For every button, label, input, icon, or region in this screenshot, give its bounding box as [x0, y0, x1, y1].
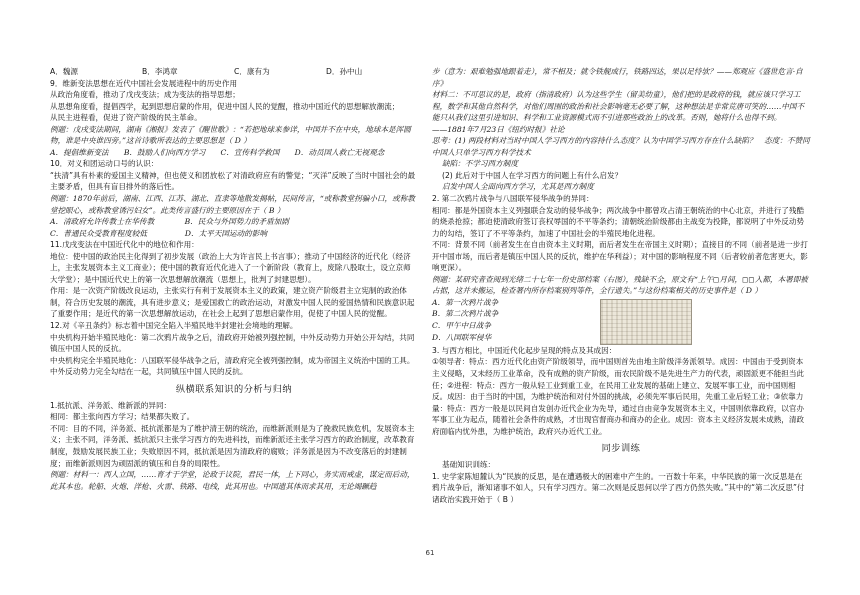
q8-choice-a: A．魏源	[50, 67, 78, 76]
left-text-block-2	[50, 400, 418, 492]
text-line: 例题：1870年前后，湖南、江西、江苏、湖北、直隶等地散发揭帖，民间传言，“或称教堂拐骗小口，或称教堂挖眼心，或称教堂诱污妇女”。此类传言盛行的主要原因在于（ B ）	[50, 194, 415, 215]
text-line: 相同：都是外国资本主义列强联合发动的侵华战争；两次战争中都曾攻占清王朝统治的中心北京，并进行了残酷的烧杀抢掠；都迫使清政府签订丧权辱国的不平等条约；清朝统治阶级都由主战变为投降，都说明了中外反动势力的勾结，签订了不平等条约，加速了中国社会的半殖民地化进程。	[432, 205, 805, 238]
q8-choices	[50, 66, 418, 78]
text-line: 相同：都主张向西方学习；结果都失败了。	[50, 412, 195, 422]
text-line: 作用：是一次资产阶级改良运动，主张实行有利于发展资本主义的政策，建立资产阶级君主立宪制的政治体制，符合历史发展的潮流，具有进步意义；是爱国救亡的政治运动，对激发中国人民的爱国热情和民族意识起了重要作用；是近代的第一次思想解放运动，在社会上起到了思想启蒙作用，促使了中国人民的觉醒。	[50, 286, 415, 319]
right-text-block	[432, 66, 839, 297]
text-line: 启发中国人全面向西方学习，尤其是西方制度	[442, 182, 594, 192]
archive-option-a: A．第一次鸦片战争	[432, 297, 499, 307]
text-line: 中央机构完全半殖民地化：八国联军侵华战争之后，清政府完全被列强控制，成为帝国主义统治中国的工具。中外反动势力完全勾结在一起，共同镇压中国人民的反抗。	[50, 355, 415, 377]
text-line: 1. 史学家陈旭麓认为“民族的反思，是在遭遇极大的困难中产生的。一百数十年来，中华民族的第一次反思是在鸦片战争后，渐知诸事不如人，只有学习西方。第二次则是反思何以学了西方仍然失败。”其中的“第二次反思”付诸政治实践开始于（ B ）	[432, 471, 805, 504]
text-line: 例题：戊戌变法期间，湖南《湘报》发表了《醒世歌》：“若把地球来参详，中国并不在中央，地球本是浑圆物，谁是中央谁四旁。”这首诗歌所表达的主要思想是（ D ）	[50, 124, 411, 146]
text-line: 地位：使中国的政治民主化得到了初步发展（政治上大为许言民上书言事）；推动了中国经济的近代化（经济上，主张发展资本主义工商业）；使中国的教育近代化进入了一个新阶段（教育上，废除八股取士，设立京师大学堂）；是中国近代史上的第一次思想解放潮流（思想上，批判了封建思想）。	[50, 251, 411, 284]
text-line: 思考：(1) 两段材料对当时中国人学习西方的内容持什么态度？认为中国学习西方存在什么缺陷？ 态度：不赞同中国人只单学习西方科学技术	[432, 136, 810, 157]
text-line: A．提倡维新变法 B．鼓励人们向西方学习 C．宣传科学救国 D．动员国人救亡无视观念	[50, 147, 385, 157]
archive-option-c: C．甲午中日战争	[432, 321, 491, 331]
text-line: C．普通民众受教育程度较低 D．太平天国运动的影响	[50, 228, 267, 238]
text-line: 缺陷：不学习西方制度	[442, 159, 518, 169]
text-line: (2) 此后对于中国人在学习西方的问题上有什么启发？	[442, 170, 623, 180]
left-text-block	[50, 78, 418, 378]
text-line: 9．维新变法思想在近代中国社会发展进程中的历史作用	[50, 78, 238, 88]
text-line: “扶清”具有朴素的爱国主义精神，但也使义和团放松了对清政府应有的警觉；“灭洋”反映了当时中国社会的最主要矛盾，但具有盲目排外的落后性。	[50, 170, 416, 192]
q8-choice-b: B．李鸿章	[142, 67, 178, 76]
text-line: 材料二：不可思议的是，政府（指清政府）认为这些学生（留美幼童），他们把的是政府的钱，就应该只学习工程，数学和其他自然科学，对他们周围的政治和社会影响毫无必要了解，这种想法是非常荒唐可笑的……中国不能只从我们这里引进知识、科学和工业资源模式而不引进那些政治上的改革。否则，她将什么也得不到。 ——1881年7月23日《纽约时报》社论	[432, 90, 839, 134]
q8-choice-d: D．孙中山	[326, 67, 363, 76]
q8-choice-c: C．康有为	[234, 67, 270, 76]
archive-option-b: B．第二次鸦片战争	[432, 309, 499, 319]
section-title-practice: 同步训练	[601, 443, 641, 455]
text-line: 从民主进程看，促进了资产阶级的民主革命。	[50, 113, 202, 123]
page-number: 61	[425, 549, 435, 557]
text-line: 11.戊戌变法在中国近代化中的地位和作用：	[50, 240, 199, 250]
archive-document-image	[600, 299, 692, 345]
text-line: ①领导者：特点：西方近代化由资产阶级领导，而中国则首先由地主阶级洋务派领导。成因：中国由于受到资本主义侵略，又未经历工业革命，没有成熟的资产阶级，而农民阶级不是先进生产力的代表，顽固派更不能担当此任；②进程：特点：西方一般从轻工业到重工业，在民用工业发展的基础上建立、发展军事工业，而中国则相反。成因：由于当时的中国，为维护统治和对付外国的挑战，必须先军事后民用，先重工业后轻工业；③依靠力量：特点：西方一般是以民间自发创办近代企业为先导，通过自由竞争发展资本主义，中国则依靠政府，以官办军事工业为起点，随着社会条件的成熟，才出现官督商办和商办的企业。成因：资本主义经济发展未成熟，清政府面临内忧外患，为维护统治，政府兴办近代工业。	[432, 357, 805, 436]
archive-options	[432, 297, 542, 343]
text-line: 10．对义和团运动口号的认识：	[50, 159, 159, 169]
text-line: 从思想角度看，提倡西学，起到思想启蒙的作用，促进中国人民的觉醒，推动中国近代的思想解放潮流；	[50, 101, 400, 111]
text-line: 从政治角度看，推动了戊戌变法；成为变法的指导思想；	[50, 90, 240, 100]
text-line: 不同：背景不同（前者发生在自由资本主义时期，而后者发生在帝国主义时期）；直接目的不同（前者是进一步打开中国市场，而后者是镇压中国人民的反抗，维护在华利益）；对中国的影响程度不同（后者较前者危害更大，影响更深）。	[432, 240, 808, 273]
text-line: A．清政府允许传教士在华传教 B．民众与外国势力的矛盾加剧	[50, 217, 289, 227]
left-column	[50, 66, 418, 492]
archive-option-d: D．八国联军侵华	[432, 332, 492, 342]
right-column	[432, 66, 839, 506]
text-line: 不同：目的不同，洋务派、抵抗派都是为了维护清王朝的统治，而维新派则是为了挽救民族危机，发展资本主义；主张不同，洋务派、抵抗派只主张学习西方的先进科技，而维新派还主张学习西方的政治制度，改革教育制度，鼓励发展民族工业；失败原因不同，抵抗派是因为清政府的腐败；洋务派是因为不改变落后的封建制度；而维新派则因为顽固派的镇压和自身的局限性。	[50, 423, 415, 468]
text-line: 基础知识训练：	[442, 460, 496, 470]
text-line: 12.对《辛丑条约》标志着中国完全陷入半殖民地半封建社会境地的理解。	[50, 321, 298, 331]
text-line: 例题：材料一：西人立国，……育才于学堂，论政于议院，君民一体，上下同心，务实而戒虚，谋定而后动，此其本也。轮船、火炮、洋枪、火雷、铁路、电线，此其用也。中国遗其体而求其用，无论竭蹶趋	[50, 470, 415, 491]
text-line: 例题：某研究者查阅到光绪二十七年一份史部档案（右图），残缺不全，原文有“上午◻月间，◻◻入都，本署即被占据，这并未搬运，检查署内所存档案别列等件，全行遗失。”与这份档案相关的历史事件是（ D ）	[432, 274, 808, 296]
text-line: 中央机构开始半殖民地化：第二次鸦片战争之后，清政府开始被列强控制，中外反动势力开始公开勾结，共同镇压中国人民的反抗。	[50, 332, 415, 354]
text-line: 步（意为：艰难勉强地跟着走），常不相及；就令铁舰成行，铁路四达，果以足恃欤？——郑观应《盛世危言·自序》	[432, 67, 803, 88]
section-title-analysis: 纵横联系知识的分析与归纳	[175, 383, 293, 395]
archive-question	[432, 297, 810, 345]
right-text-block-3	[432, 459, 810, 505]
text-line: 2. 第二次鸦片战争与八国联军侵华战争的异同：	[432, 194, 594, 204]
text-line: 3. 与西方相比，中国近代化起步呈现的特点及其成因：	[432, 345, 617, 355]
text-line: 1.抵抗派、洋务派、维新派的异同：	[50, 400, 172, 410]
right-text-block-2	[432, 345, 810, 437]
